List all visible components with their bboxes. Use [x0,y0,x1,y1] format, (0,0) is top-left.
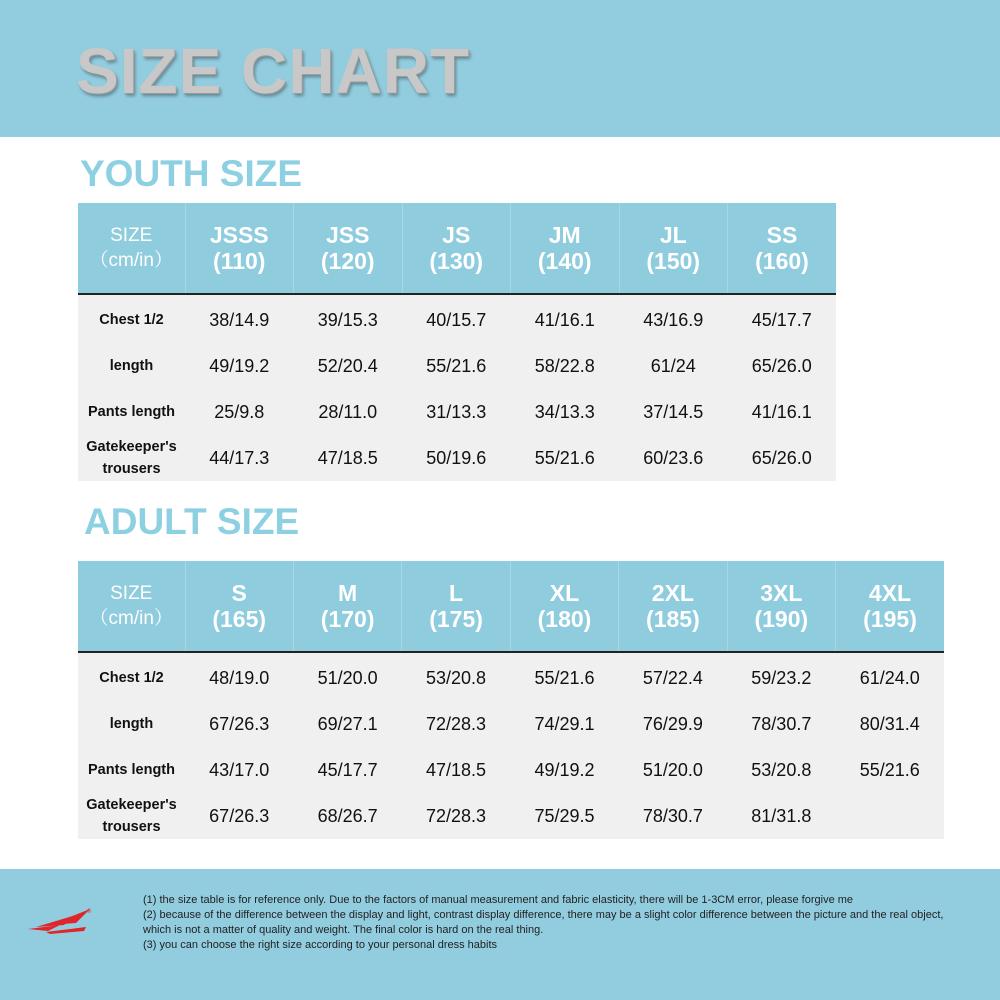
table-row [78,652,944,701]
adult-section-title: ADULT SIZE [84,501,300,542]
row-label: Pants length [78,747,185,793]
size-header [836,561,944,652]
size-code: JSSS [209,222,269,248]
size-header [185,203,294,294]
table-cell: 60/23.6 [619,435,728,481]
table-cell: 44/17.3 [185,435,294,481]
size-cm: (110) [213,248,266,274]
table-row [78,435,836,481]
table-cell: 28/11.0 [294,389,403,435]
table-cell: 67/26.3 [185,793,293,839]
table-cell: 40/15.7 [402,294,511,343]
unit-label: （cm/in） [89,250,173,271]
size-header [510,561,618,652]
youth-size-table [78,203,836,481]
table-cell: 38/14.9 [185,294,294,343]
size-cm: (180) [537,606,592,632]
size-label: SIZE [110,225,153,246]
youth-size-unit-header [78,203,185,294]
size-code: JL [659,222,687,248]
note-2: (2) because of the difference between the display and light, contrast display difference, there may be a slight color difference between the picture and the real object, which is not a matter of quality and weight. The final color is hard on the real thing. [143,909,944,936]
size-code: S [231,580,247,606]
table-cell: 55/21.6 [836,747,944,793]
table-cell: 68/26.7 [293,793,401,839]
table-cell: 34/13.3 [511,389,620,435]
size-code: XL [549,580,580,606]
row-label: Gatekeeper's trousers [78,435,185,481]
size-cm: (140) [537,248,592,274]
table-cell: 61/24 [619,343,728,389]
size-code: 2XL [651,580,694,606]
table-cell: 59/23.2 [727,652,835,701]
table-row [78,343,836,389]
table-row [78,294,836,343]
size-cm: (195) [863,606,917,632]
size-code: JS [442,222,471,248]
table-cell: 43/16.9 [619,294,728,343]
table-row [78,389,836,435]
size-cm: (190) [754,606,809,632]
size-code: JSS [326,222,370,248]
table-cell: 45/17.7 [728,294,837,343]
table-cell: 61/24.0 [836,652,944,701]
table-cell: 72/28.3 [402,793,510,839]
size-header [728,203,837,294]
table-cell: 57/22.4 [619,652,727,701]
row-label: Gatekeeper's trousers [78,793,185,839]
size-cm: (175) [429,606,483,632]
size-cm: (165) [212,606,267,632]
table-cell: 55/21.6 [402,343,511,389]
brand-logo-icon [26,905,96,935]
size-cm: (150) [646,248,701,274]
row-label: length [78,343,185,389]
size-header [402,203,511,294]
table-cell: 65/26.0 [728,435,837,481]
size-header [619,203,728,294]
table-cell: 81/31.8 [727,793,835,839]
table-cell: 49/19.2 [510,747,618,793]
svg-text:®: ® [86,908,92,915]
size-header [294,203,403,294]
table-cell: 49/19.2 [185,343,294,389]
table-cell: 41/16.1 [511,294,620,343]
table-cell: 43/17.0 [185,747,293,793]
size-header [293,561,401,652]
table-cell: 25/9.8 [185,389,294,435]
table-cell: 53/20.8 [727,747,835,793]
note-3: (3) you can choose the right size according to your personal dress habits [143,939,498,951]
row-label: length [78,701,185,747]
table-cell: 72/28.3 [402,701,510,747]
table-row [78,701,944,747]
size-header [727,561,835,652]
table-cell: 53/20.8 [402,652,510,701]
table-cell: 52/20.4 [294,343,403,389]
youth-section-title: YOUTH SIZE [80,153,303,194]
table-row [78,747,944,793]
table-cell: 47/18.5 [294,435,403,481]
table-cell: 51/20.0 [293,652,401,701]
table-cell: 65/26.0 [728,343,837,389]
table-cell: 45/17.7 [293,747,401,793]
table-cell: 58/22.8 [511,343,620,389]
size-header [185,561,293,652]
table-cell: 78/30.7 [619,793,727,839]
size-cm: (170) [320,606,375,632]
table-cell: 39/15.3 [294,294,403,343]
table-cell: 75/29.5 [510,793,618,839]
size-header [619,561,727,652]
table-cell [836,793,944,839]
size-code: M [338,580,358,606]
table-cell: 69/27.1 [293,701,401,747]
row-label: Chest 1/2 [78,652,185,701]
size-cm: (130) [429,248,484,274]
adult-size-unit-header [78,561,185,652]
table-cell: 55/21.6 [511,435,620,481]
page-title: SIZE CHART [76,35,470,107]
table-cell: 51/20.0 [619,747,727,793]
adult-header-row [78,561,944,652]
table-cell: 76/29.9 [619,701,727,747]
youth-header-row [78,203,836,294]
size-code: 4XL [868,580,912,606]
table-cell: 41/16.1 [728,389,837,435]
table-cell: 31/13.3 [402,389,511,435]
table-cell: 50/19.6 [402,435,511,481]
size-cm: (120) [320,248,375,274]
table-cell: 80/31.4 [836,701,944,747]
size-code: SS [766,222,798,248]
table-cell: 55/21.6 [510,652,618,701]
unit-label: （cm/in） [89,608,173,629]
size-code: JM [548,222,581,248]
row-label: Pants length [78,389,185,435]
size-header [511,203,620,294]
table-cell: 37/14.5 [619,389,728,435]
footer-notes [143,893,963,953]
size-header [402,561,510,652]
table-cell: 47/18.5 [402,747,510,793]
table-cell: 67/26.3 [185,701,293,747]
size-cm: (160) [755,248,809,274]
size-code: 3XL [760,580,803,606]
table-cell: 48/19.0 [185,652,293,701]
size-code: L [449,580,464,606]
note-1: (1) the size table is for reference only. Due to the factors of manual measurement and fabric elasticity, there will be 1-3CM error, please forgive me [143,894,854,906]
table-row [78,793,944,839]
size-cm: (185) [646,606,700,632]
adult-size-table [78,561,944,839]
row-label: Chest 1/2 [78,294,185,343]
table-cell: 78/30.7 [727,701,835,747]
size-label: SIZE [110,583,153,604]
table-cell: 74/29.1 [510,701,618,747]
